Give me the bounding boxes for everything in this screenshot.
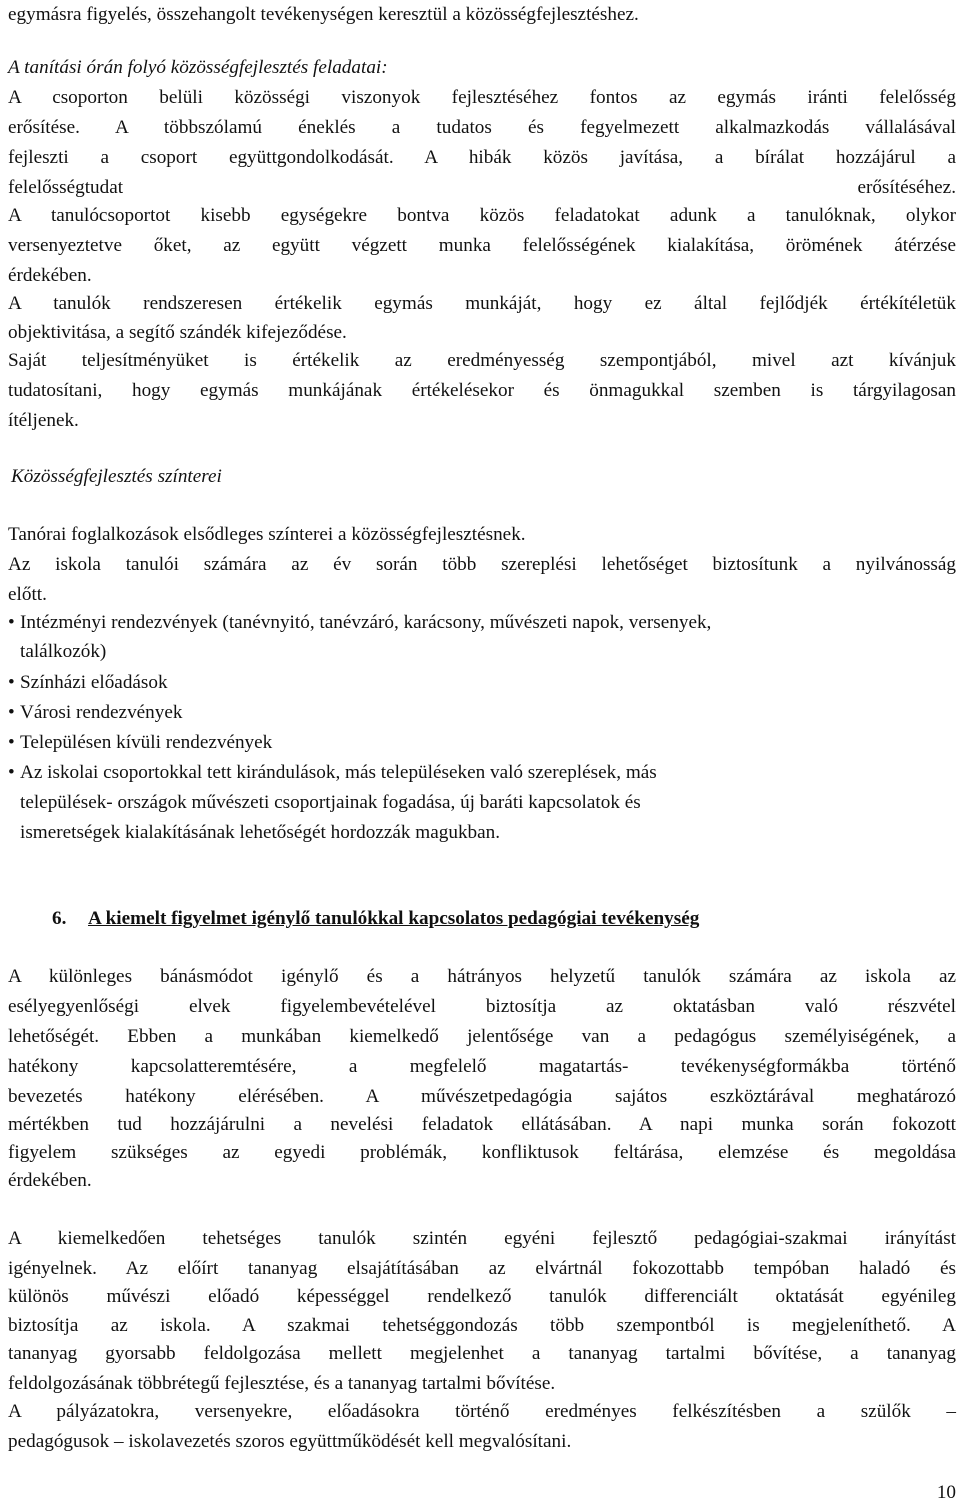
list-item-continuation: ismeretségek kialakításának lehetőségét hordozzák magukban. xyxy=(20,822,501,843)
text-line: erősítése. A többszólamú éneklés a tudatos és fegyelmezett alkalmazkodás vállalásával xyxy=(8,117,956,138)
page-number: 10 xyxy=(936,1482,956,1503)
section-number: 6. xyxy=(52,908,67,929)
text-line: A pályázatokra, versenyekre, előadásokra történő eredményes felkészítésben a szülők – xyxy=(8,1401,956,1422)
list-item-text: Intézményi rendezvények (tanévnyitó, tanévzáró, karácsony, művészeti napok, versenyek, xyxy=(20,612,712,633)
text-line: A különleges bánásmódot igénylő és a hátrányos helyzetű tanulók számára az iskola az xyxy=(8,966,956,987)
list-item xyxy=(8,728,956,758)
bullet-icon: • xyxy=(8,762,15,783)
bullet-icon: • xyxy=(8,612,15,633)
list-item xyxy=(8,608,956,638)
text-line: A tanulócsoportot kisebb egységekre bontva közös feladatokat adunk a tanulóknak, olykor xyxy=(8,205,956,226)
list-item-continuation: települések- országok művészeti csoportjainak fogadása, új baráti kapcsolatok és xyxy=(20,792,641,813)
text-line: versenyeztetve őket, az együtt végzett munka felelősségének kialakítása, örömének átérzése xyxy=(8,235,956,256)
text-line: igényelnek. Az előírt tananyag elsajátításában az elvártnál fokozottabb tempóban haladó és xyxy=(8,1258,956,1279)
text-line: előtt. xyxy=(8,584,47,605)
list-item-continuation: találkozók) xyxy=(20,641,107,662)
text-line: tudatosítani, hogy egymás munkájának értékelésekor és önmagukkal szemben is tárgyilagosan xyxy=(8,380,956,401)
text-line: objektivitása, a segítő szándék kifejeződése. xyxy=(8,322,347,343)
text-line: hatékony kapcsolatteremtésére, a megfelelő magatartás- tevékenységformákba történő xyxy=(8,1056,956,1077)
list-item xyxy=(8,758,956,788)
text-line: feldolgozásának többrétegű fejlesztése, és a tananyag tartalmi bővítése. xyxy=(8,1373,556,1394)
text-line: mértékben tud hozzájárulni a nevelési feladatok ellátásában. A napi munka során fokozott xyxy=(8,1114,956,1135)
text-line: bevezetés hatékony elérésében. A művészetpedagógia sajátos eszköztárával meghatározó xyxy=(8,1086,956,1107)
text-line: érdekében. xyxy=(8,1170,92,1191)
text-line: különös művészi előadó képességgel rendelkező tanulók differenciált oktatását egyénileg xyxy=(8,1286,956,1307)
text-line: tananyag gyorsabb feldolgozása mellett megjelenhet a tananyag tartalmi bővítése, a tananyag xyxy=(8,1343,956,1364)
text-line: biztosítja az iskola. A szakmai tehetséggondozás több szempontból is megjeleníthető. A xyxy=(8,1315,956,1336)
text-line: Saját teljesítményüket is értékelik az eredményesség szempontjából, mivel azt kívánjuk xyxy=(8,350,956,371)
text-line: A kiemelkedően tehetséges tanulók szintén egyéni fejlesztő pedagógiai-szakmai irányítást xyxy=(8,1228,956,1249)
text-line: esélyegyenlőségi elvek figyelembevételével biztosítja az oktatásban való részvétel xyxy=(8,996,956,1017)
text-line: erősítéséhez. xyxy=(857,177,956,198)
text-line: lehetőségét. Ebben a munkában kiemelkedő jelentősége van a pedagógus személyiségének, a xyxy=(8,1026,956,1047)
text-line: ítéljenek. xyxy=(8,410,79,431)
section-heading xyxy=(8,904,956,934)
list-item-text: Az iskolai csoportokkal tett kirándulások, más településeken való szereplések, más xyxy=(20,762,657,783)
text-line: érdekében. xyxy=(8,265,92,286)
list-item-text: Településen kívüli rendezvények xyxy=(20,732,273,753)
text-line: pedagógusok – iskolavezetés szoros együttműködését kell megvalósítani. xyxy=(8,1431,572,1452)
subsection-title: A tanítási órán folyó közösségfejlesztés feladatai: xyxy=(8,57,388,78)
section-title: Közösségfejlesztés színterei xyxy=(11,466,222,487)
text-line: felelősségtudat xyxy=(8,177,124,198)
text-line: fejleszti a csoport együttgondolkodását. A hibák közös javítása, a bírálat hozzájárul a xyxy=(8,147,956,168)
text-line: A csoporton belüli közösségi viszonyok fejlesztéséhez fontos az egymás iránti felelősség xyxy=(8,87,956,108)
list-item xyxy=(8,698,956,728)
text-line: A tanulók rendszeresen értékelik egymás munkáját, hogy ez által fejlődjék értékítéletük xyxy=(8,293,956,314)
text-line: Tanórai foglalkozások elsődleges színterei a közösségfejlesztésnek. xyxy=(8,524,526,545)
text-line: Az iskola tanulói számára az év során több szereplési lehetőséget biztosítunk a nyilvánosság xyxy=(8,554,956,575)
bullet-icon: • xyxy=(8,732,15,753)
list-item xyxy=(8,668,956,698)
list-item-text: Színházi előadások xyxy=(20,672,168,693)
text-line: figyelem szükséges az egyedi problémák, konfliktusok feltárása, elemzése és megoldása xyxy=(8,1142,956,1163)
bullet-icon: • xyxy=(8,702,15,723)
bullet-icon: • xyxy=(8,672,15,693)
text-line: egymásra figyelés, összehangolt tevékenységen keresztül a közösségfejlesztéshez. xyxy=(8,4,639,25)
list-item-text: Városi rendezvények xyxy=(20,702,183,723)
section-heading-text: A kiemelt figyelmet igénylő tanulókkal kapcsolatos pedagógiai tevékenység xyxy=(88,908,700,929)
